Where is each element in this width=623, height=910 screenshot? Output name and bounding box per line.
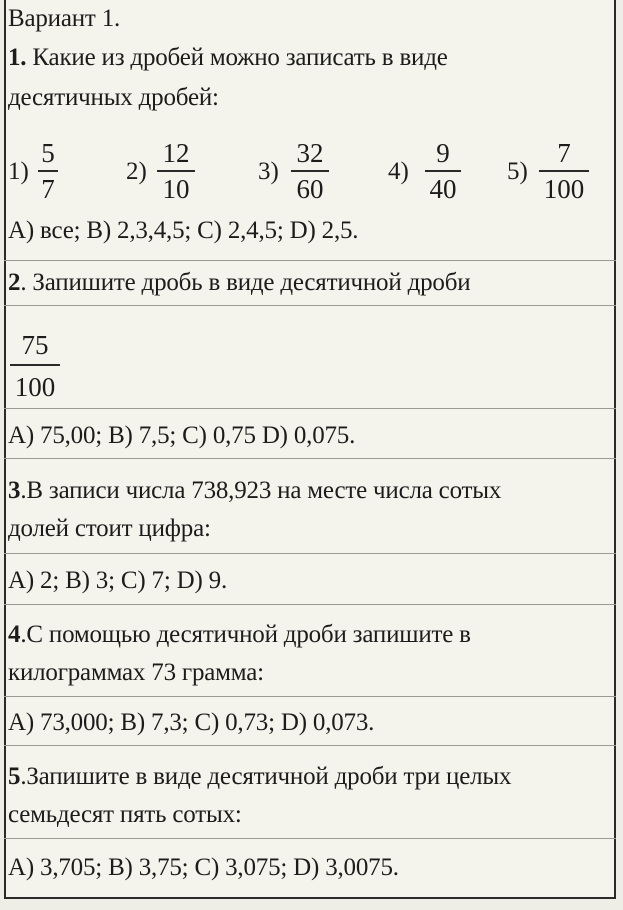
q1-text: Какие из дробей можно записать в виде (26, 44, 448, 71)
fraction-numerator: 9 (436, 138, 450, 168)
q4-line1 (8, 620, 471, 650)
q2-answers: А) 75,00; В) 7,5; С) 0,75 D) 0,075. (8, 422, 356, 449)
fraction-denominator: 10 (162, 174, 190, 204)
q5-line1 (8, 762, 511, 792)
q3-number: 3 (8, 477, 21, 504)
fraction-numerator: 12 (162, 138, 190, 168)
fraction-label: 1) (8, 158, 29, 185)
q2-fraction (10, 328, 60, 404)
fraction-denominator: 40 (429, 174, 457, 204)
fraction-label: 3) (258, 158, 279, 185)
q1-number: 1. (8, 44, 27, 71)
q3-text: .В записи числа 738,923 на месте числа сотых (20, 477, 502, 504)
q3-line2: долей стоит цифра: (8, 515, 211, 542)
q1-line2: десятичных дробей: (8, 84, 219, 111)
row-separator (4, 696, 616, 697)
q4-number: 4 (8, 621, 21, 648)
q1-line1 (8, 43, 448, 73)
q1-answers: А) все; В) 2,3,4,5; С) 2,4,5; D) 2,5. (8, 217, 359, 244)
q2-line1 (8, 268, 470, 298)
row-separator (4, 604, 616, 605)
fraction-label: 5) (507, 158, 528, 185)
row-separator (4, 408, 616, 409)
q3-line1 (8, 476, 501, 506)
fraction-bar (10, 364, 60, 366)
q4-text: .С помощью десятичной дроби запишите в (20, 621, 471, 648)
fraction-numerator: 7 (557, 138, 571, 168)
fraction-denominator: 7 (41, 174, 55, 204)
fraction-denominator: 60 (296, 174, 324, 204)
fraction-denominator: 100 (543, 174, 585, 204)
row-separator (4, 553, 616, 554)
q5-number: 5 (8, 763, 21, 790)
fraction-denominator: 100 (14, 372, 56, 402)
q2-text: . Запишите дробь в виде десятичной дроби (20, 269, 471, 296)
fraction-label: 4) (388, 158, 409, 185)
fraction-label: 2) (126, 158, 147, 185)
row-separator (4, 745, 616, 746)
row-separator (4, 458, 616, 459)
row-separator (4, 305, 616, 306)
q5-text: .Запишите в виде десятичной дроби три целых (20, 763, 512, 790)
fraction-numerator: 32 (296, 138, 324, 168)
q2-number: 2 (8, 269, 21, 296)
q5-answers: А) 3,705; В) 3,75; С) 3,075; D) 3,0075. (8, 854, 399, 881)
q4-answers: А) 73,000; В) 7,3; С) 0,73; D) 0,073. (8, 709, 375, 736)
fraction-numerator: 5 (41, 138, 55, 168)
q4-line2: килограммах 73 грамма: (8, 659, 264, 686)
q5-line2: семьдесят пять сотых: (8, 801, 242, 828)
q3-answers: А) 2; В) 3; С) 7; D) 9. (8, 567, 227, 594)
row-separator (4, 838, 616, 839)
row-separator (4, 260, 616, 261)
fraction-numerator: 75 (21, 330, 49, 360)
variant-title: Вариант 1. (8, 5, 121, 32)
